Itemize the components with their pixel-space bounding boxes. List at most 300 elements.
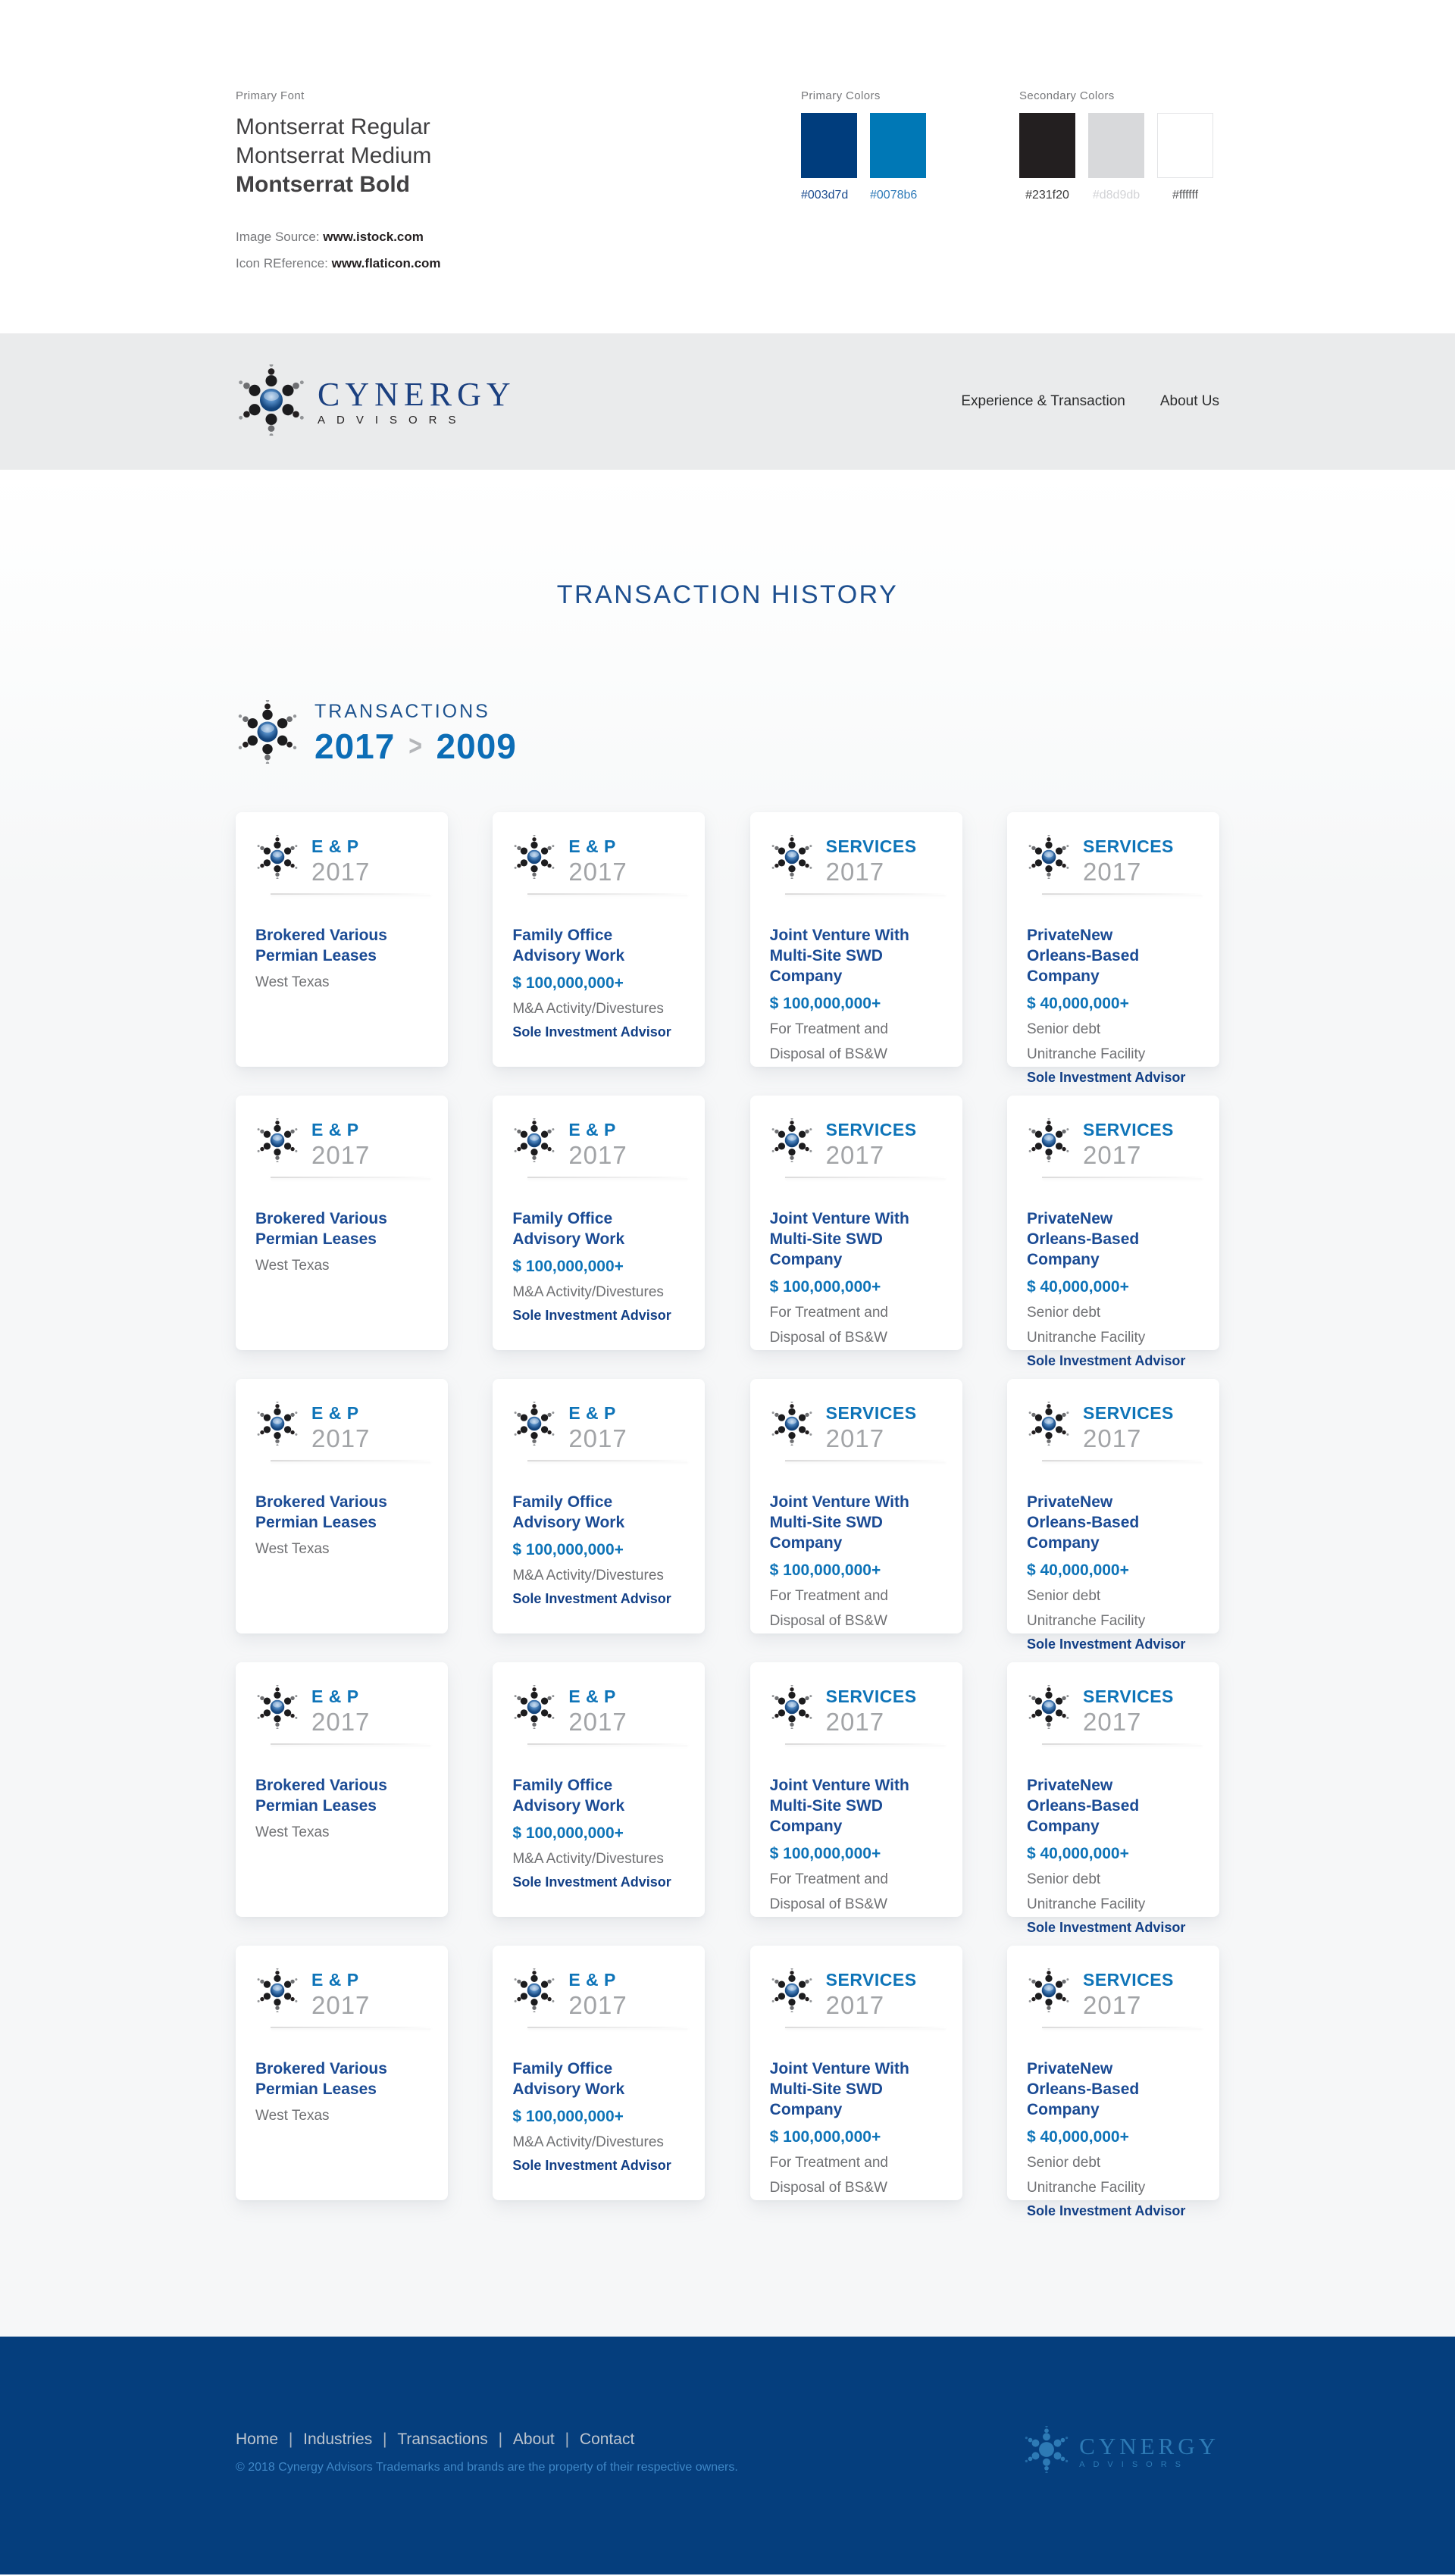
cynergy-starburst-icon	[512, 835, 556, 883]
secondary-colors-palette	[1019, 89, 1213, 202]
starburst-icon-graphic	[770, 1968, 814, 2012]
card-detail: Senior debt	[1026, 1021, 1101, 1037]
card-title-line: Advisory Work	[512, 1514, 625, 1531]
card-category: SERVICES	[825, 836, 917, 856]
card-title-line: Joint Venture With	[769, 1777, 909, 1794]
transaction-card	[493, 1379, 705, 1633]
site-header	[0, 333, 1455, 470]
starburst-icon-graphic	[512, 1968, 556, 2012]
card-advisor: Sole Investment Advisor	[1026, 1353, 1186, 1368]
card-amount: $ 100,000,000+	[769, 2128, 881, 2146]
transaction-card	[750, 1946, 962, 2200]
starburst-icon-graphic	[512, 1402, 556, 1446]
card-divider	[785, 1460, 946, 1462]
footer-link-home[interactable]: Home	[236, 2431, 279, 2448]
card-detail: West Texas	[255, 974, 330, 990]
starburst-icon-graphic	[770, 1118, 814, 1162]
card-title-line: Orleans-Based Company	[1026, 947, 1140, 985]
card-title-line: PrivateNew	[1026, 2060, 1113, 2077]
cynergy-starburst-icon	[512, 1402, 556, 1449]
card-title	[255, 2059, 431, 2099]
card-amount: $ 40,000,000+	[1026, 995, 1129, 1012]
card-category: E & P	[568, 1687, 616, 1706]
card-title-line: Orleans-Based Company	[1026, 2080, 1140, 2118]
card-title-line: Multi-Site SWD Company	[769, 1230, 883, 1268]
card-detail: Disposal of BS&W	[769, 1046, 887, 1062]
card-advisor: Sole Investment Advisor	[1026, 2203, 1186, 2218]
primary-colors-palette	[801, 89, 926, 202]
card-detail: Unitranche Facility	[1026, 1046, 1146, 1062]
card-title-line: Multi-Site SWD Company	[769, 1514, 883, 1552]
color-swatch-hex: #d8d9db	[1092, 189, 1141, 202]
image-source-line	[236, 230, 660, 245]
card-title-line: Orleans-Based Company	[1026, 1230, 1140, 1268]
chevron-right-icon: >	[408, 730, 423, 762]
card-category: E & P	[311, 1120, 359, 1140]
icon-reference-label: Icon REference:	[236, 256, 328, 270]
starburst-icon-graphic	[770, 835, 814, 879]
cynergy-starburst-icon	[1027, 1968, 1071, 2016]
brand-name: CYNERGY	[1079, 2432, 1219, 2459]
cynergy-starburst-icon	[1027, 1685, 1071, 1733]
footer-link-contact[interactable]: Contact	[579, 2431, 635, 2448]
card-header	[512, 1968, 688, 2018]
card-detail: For Treatment and	[769, 1305, 888, 1321]
card-category: SERVICES	[825, 1403, 917, 1423]
footer-logo[interactable]	[1023, 2426, 1219, 2477]
color-swatch-hex: #0078b6	[870, 189, 918, 202]
card-header-text	[826, 1685, 917, 1735]
cynergy-starburst-icon	[512, 1685, 556, 1733]
card-title-line: Brokered Various	[255, 1777, 387, 1794]
card-header	[770, 1685, 946, 1735]
card-detail: Senior debt	[1026, 2155, 1101, 2171]
starburst-icon-graphic	[1027, 1968, 1071, 2012]
transaction-card	[493, 812, 705, 1067]
cynergy-starburst-icon	[1027, 1118, 1071, 1166]
card-title	[255, 1775, 431, 1816]
starburst-icon-graphic	[1027, 1402, 1071, 1446]
card-year: 2017	[1082, 858, 1142, 886]
cynergy-starburst-icon	[770, 1685, 814, 1733]
card-year: 2017	[568, 1708, 627, 1736]
secondary-colors-label: Secondary Colors	[1019, 89, 1115, 102]
card-category: E & P	[311, 1970, 359, 1990]
card-header-text	[826, 835, 917, 885]
card-header	[255, 1685, 431, 1735]
transaction-card	[1007, 812, 1219, 1085]
card-category: SERVICES	[825, 1687, 917, 1706]
card-header-text	[1083, 1118, 1174, 1168]
card-title-line: Permian Leases	[255, 2080, 377, 2098]
transaction-card	[493, 1096, 705, 1350]
color-swatch	[870, 113, 926, 178]
card-detail: M&A Activity/Divestures	[512, 2134, 664, 2150]
card-title	[255, 1208, 431, 1249]
card-divider	[527, 1743, 688, 1745]
starburst-icon-graphic	[255, 835, 299, 879]
starburst-icon-graphic	[236, 700, 299, 764]
cynergy-starburst-icon	[255, 1685, 299, 1733]
card-category: SERVICES	[825, 1120, 917, 1140]
starburst-icon-graphic	[1023, 2426, 1070, 2473]
cynergy-starburst-icon	[255, 1402, 299, 1449]
card-header	[1027, 1402, 1203, 1452]
card-title-line: Joint Venture With	[769, 1493, 909, 1511]
card-amount: $ 100,000,000+	[769, 995, 881, 1012]
card-title	[512, 2059, 688, 2099]
card-title-line: Permian Leases	[255, 947, 377, 964]
card-title-line: Advisory Work	[512, 2080, 625, 2098]
card-year: 2017	[568, 858, 627, 886]
card-detail: Unitranche Facility	[1026, 2180, 1146, 2196]
card-title	[770, 2059, 946, 2120]
transaction-card	[236, 1662, 448, 1917]
card-detail: West Texas	[255, 1258, 330, 1274]
card-title-line: Family Office	[512, 1777, 613, 1794]
styleguide-section	[0, 0, 1455, 333]
cynergy-starburst-icon	[770, 1118, 814, 1166]
card-detail: Unitranche Facility	[1026, 1330, 1146, 1346]
card-amount: $ 40,000,000+	[1026, 1845, 1129, 1862]
card-detail: West Texas	[255, 1541, 330, 1557]
transaction-card	[1007, 1379, 1219, 1652]
footer-link-separator: |	[560, 2431, 574, 2448]
card-title	[770, 925, 946, 986]
card-divider	[527, 1460, 688, 1462]
font-sample-regular: Montserrat Regular	[236, 114, 430, 139]
starburst-icon-graphic	[1027, 835, 1071, 879]
card-amount: $ 40,000,000+	[1026, 2128, 1129, 2146]
brand-subname: ADVISORS	[318, 413, 468, 427]
card-title-line: Brokered Various	[255, 1493, 387, 1511]
transaction-card	[750, 1662, 962, 1917]
card-title-line: Multi-Site SWD Company	[769, 2080, 883, 2118]
cynergy-starburst-icon	[512, 1118, 556, 1166]
card-category: SERVICES	[1082, 1120, 1174, 1140]
card-header	[1027, 1968, 1203, 2018]
icon-reference-line	[236, 256, 660, 271]
card-year: 2017	[311, 1991, 371, 2019]
card-year: 2017	[311, 1141, 371, 1169]
card-advisor: Sole Investment Advisor	[512, 1308, 671, 1323]
card-header	[1027, 835, 1203, 885]
cynergy-starburst-icon	[770, 1402, 814, 1449]
card-header	[512, 1685, 688, 1735]
transaction-card	[236, 1096, 448, 1350]
footer-text-block	[236, 2431, 738, 2474]
card-title-line: Brokered Various	[255, 927, 387, 944]
starburst-icon-graphic	[512, 835, 556, 879]
card-title-line: PrivateNew	[1026, 1493, 1113, 1511]
card-title	[1027, 925, 1203, 986]
card-detail: Disposal of BS&W	[769, 1896, 887, 1912]
card-amount: $ 100,000,000+	[512, 1824, 624, 1842]
card-title-line: Brokered Various	[255, 2060, 387, 2077]
card-year: 2017	[568, 1141, 627, 1169]
card-title	[1027, 2059, 1203, 2120]
card-category: E & P	[568, 836, 616, 856]
card-header-text	[311, 1402, 370, 1452]
cynergy-starburst-icon	[236, 700, 299, 767]
card-category: E & P	[311, 1403, 359, 1423]
card-detail: Senior debt	[1026, 1871, 1101, 1887]
card-year: 2017	[1082, 1708, 1142, 1736]
cynergy-starburst-icon	[1027, 1402, 1071, 1449]
color-swatch-cell	[1157, 113, 1213, 202]
starburst-icon-graphic	[255, 1118, 299, 1162]
card-advisor: Sole Investment Advisor	[512, 1024, 671, 1039]
card-divider	[785, 893, 946, 895]
card-title	[1027, 1775, 1203, 1837]
card-category: E & P	[568, 1120, 616, 1140]
card-header-text	[1083, 1402, 1174, 1452]
card-title-line: PrivateNew	[1026, 1210, 1113, 1227]
transaction-card	[750, 1379, 962, 1633]
color-swatch	[1019, 113, 1075, 178]
card-header	[770, 1402, 946, 1452]
font-block	[236, 89, 660, 271]
card-category: SERVICES	[825, 1970, 917, 1990]
card-divider	[785, 1743, 946, 1745]
primary-colors-label: Primary Colors	[801, 89, 881, 102]
card-advisor: Sole Investment Advisor	[512, 2158, 671, 2173]
main-section	[0, 470, 1455, 2337]
card-header-text	[568, 1685, 627, 1735]
card-detail: Unitranche Facility	[1026, 1613, 1146, 1629]
starburst-icon-graphic	[512, 1685, 556, 1729]
card-detail: M&A Activity/Divestures	[512, 1851, 664, 1867]
transaction-card	[1007, 1662, 1219, 1935]
transactions-heading	[236, 700, 1219, 767]
starburst-icon-graphic	[236, 364, 307, 436]
card-divider	[271, 1743, 431, 1745]
site-footer	[0, 2337, 1455, 2574]
card-year: 2017	[568, 1991, 627, 2019]
color-swatch-cell	[1019, 113, 1075, 202]
card-year: 2017	[825, 1424, 885, 1452]
card-title-line: Joint Venture With	[769, 2060, 909, 2077]
card-header-text	[311, 835, 370, 885]
card-amount: $ 100,000,000+	[769, 1845, 881, 1862]
color-swatch-cell	[870, 113, 926, 202]
card-detail: M&A Activity/Divestures	[512, 1001, 664, 1017]
footer-link-separator: |	[284, 2431, 298, 2448]
card-detail: West Texas	[255, 2108, 330, 2124]
card-detail: West Texas	[255, 1824, 330, 1840]
card-title	[1027, 1208, 1203, 1270]
starburst-icon-graphic	[770, 1402, 814, 1446]
card-divider	[785, 2027, 946, 2028]
card-advisor: Sole Investment Advisor	[512, 1591, 671, 1606]
card-header-text	[1083, 835, 1174, 885]
transaction-card	[750, 812, 962, 1067]
card-divider	[1042, 893, 1203, 895]
card-divider	[271, 2027, 431, 2028]
footer-link-about[interactable]: About	[512, 2431, 555, 2448]
card-title	[255, 1492, 431, 1533]
card-title	[770, 1775, 946, 1837]
card-title-line: Joint Venture With	[769, 1210, 909, 1227]
year-to: 2009	[436, 727, 517, 766]
card-title-line: Family Office	[512, 927, 613, 944]
card-category: E & P	[568, 1970, 616, 1990]
card-header-text	[826, 1118, 917, 1168]
card-title	[512, 1492, 688, 1533]
card-title	[512, 1208, 688, 1249]
transaction-card	[493, 1946, 705, 2200]
card-header-text	[1083, 1968, 1174, 2018]
card-title-line: PrivateNew	[1026, 1777, 1113, 1794]
card-year: 2017	[825, 1991, 885, 2019]
card-divider	[527, 893, 688, 895]
card-detail: Senior debt	[1026, 1305, 1101, 1321]
font-sample-bold: Montserrat Bold	[236, 172, 411, 197]
card-detail: Disposal of BS&W	[769, 2180, 887, 2196]
card-divider	[527, 2027, 688, 2028]
card-divider	[527, 1177, 688, 1178]
card-detail: M&A Activity/Divestures	[512, 1568, 664, 1583]
card-category: E & P	[311, 836, 359, 856]
card-title-line: Advisory Work	[512, 1797, 625, 1815]
image-source-label: Image Source:	[236, 230, 320, 244]
starburst-icon-graphic	[1027, 1685, 1071, 1729]
footer-links	[236, 2431, 738, 2449]
card-category: SERVICES	[1082, 1970, 1174, 1990]
card-title-line: Advisory Work	[512, 1230, 625, 1248]
transactions-label: TRANSACTIONS	[314, 701, 490, 722]
card-category: SERVICES	[1082, 1403, 1174, 1423]
card-header-text	[568, 1118, 627, 1168]
color-swatch-cell	[801, 113, 857, 202]
cynergy-starburst-icon	[770, 1968, 814, 2016]
card-detail: Disposal of BS&W	[769, 1330, 887, 1346]
color-swatch-hex: #231f20	[1025, 189, 1069, 202]
transaction-card	[1007, 1946, 1219, 2218]
starburst-icon-graphic	[255, 1402, 299, 1446]
card-detail: For Treatment and	[769, 1021, 888, 1037]
brand-subname: ADVISORS	[1079, 2459, 1190, 2469]
card-detail: Unitranche Facility	[1026, 1896, 1146, 1912]
nav-item-experience-transaction[interactable]: Experience & Transaction	[961, 393, 1125, 409]
card-title-line: Advisory Work	[512, 947, 625, 964]
card-title-line: Multi-Site SWD Company	[769, 947, 883, 985]
cynergy-starburst-icon	[512, 1968, 556, 2016]
footer-link-separator: |	[493, 2431, 507, 2448]
card-amount: $ 100,000,000+	[512, 1541, 624, 1558]
card-header-text	[568, 1968, 627, 2018]
transaction-card	[236, 812, 448, 1067]
card-title	[770, 1208, 946, 1270]
card-header	[1027, 1685, 1203, 1735]
card-amount: $ 100,000,000+	[769, 1562, 881, 1579]
card-advisor: Sole Investment Advisor	[1026, 1637, 1186, 1652]
footer-link-separator: |	[378, 2431, 392, 2448]
card-detail: Senior debt	[1026, 1588, 1101, 1604]
transactions-grid	[236, 812, 1219, 2218]
card-header	[1027, 1118, 1203, 1168]
color-swatch	[1157, 113, 1213, 178]
brand-name: CYNERGY	[318, 375, 516, 413]
card-title-line: Family Office	[512, 2060, 613, 2077]
card-year: 2017	[568, 1424, 627, 1452]
card-amount: $ 40,000,000+	[1026, 1562, 1129, 1579]
card-header	[770, 1968, 946, 2018]
card-category: SERVICES	[1082, 1687, 1174, 1706]
footer-link-industries[interactable]: Industries	[303, 2431, 373, 2448]
card-header	[255, 1402, 431, 1452]
card-year: 2017	[311, 1424, 371, 1452]
starburst-icon-graphic	[255, 1968, 299, 2012]
card-header-text	[311, 1685, 370, 1735]
card-divider	[271, 893, 431, 895]
card-title-line: Brokered Various	[255, 1210, 387, 1227]
header-logo[interactable]	[236, 364, 516, 439]
card-year: 2017	[825, 1708, 885, 1736]
nav-item-about-us[interactable]: About Us	[1159, 393, 1219, 409]
starburst-icon-graphic	[512, 1118, 556, 1162]
card-detail: For Treatment and	[769, 1871, 888, 1887]
transaction-card	[750, 1096, 962, 1350]
card-title-line: Orleans-Based Company	[1026, 1797, 1140, 1835]
card-advisor: Sole Investment Advisor	[1026, 1920, 1186, 1935]
card-divider	[1042, 2027, 1203, 2028]
cynergy-starburst-icon	[255, 1968, 299, 2016]
card-amount: $ 100,000,000+	[769, 1278, 881, 1296]
card-title	[770, 1492, 946, 1553]
card-header-text	[311, 1968, 370, 2018]
card-amount: $ 100,000,000+	[512, 2108, 624, 2125]
card-amount: $ 100,000,000+	[512, 974, 624, 992]
card-header-text	[826, 1968, 917, 2018]
brand-wordmark	[1079, 2434, 1219, 2469]
card-header	[512, 1118, 688, 1168]
color-swatch	[1088, 113, 1144, 178]
card-title-line: Permian Leases	[255, 1514, 377, 1531]
card-title-line: Multi-Site SWD Company	[769, 1797, 883, 1835]
card-category: E & P	[568, 1403, 616, 1423]
card-detail: For Treatment and	[769, 1588, 888, 1604]
cynergy-starburst-icon	[1023, 2426, 1070, 2477]
card-divider	[1042, 1177, 1203, 1178]
card-amount: $ 100,000,000+	[512, 1258, 624, 1275]
card-divider	[1042, 1460, 1203, 1462]
card-year: 2017	[1082, 1141, 1142, 1169]
card-divider	[1042, 1743, 1203, 1745]
card-title	[512, 1775, 688, 1816]
card-year: 2017	[1082, 1424, 1142, 1452]
color-swatch-cell	[1088, 113, 1144, 202]
card-detail: M&A Activity/Divestures	[512, 1284, 664, 1300]
transactions-heading-text	[314, 701, 517, 767]
color-swatch-hex: #ffffff	[1172, 189, 1199, 202]
card-header	[770, 1118, 946, 1168]
card-title-line: Permian Leases	[255, 1230, 377, 1248]
card-title	[512, 925, 688, 966]
card-year: 2017	[825, 1141, 885, 1169]
footer-link-transactions[interactable]: Transactions	[397, 2431, 488, 2448]
card-category: E & P	[311, 1687, 359, 1706]
card-title-line: Joint Venture With	[769, 927, 909, 944]
card-header-text	[568, 835, 627, 885]
transaction-card	[236, 1946, 448, 2200]
card-header-text	[311, 1118, 370, 1168]
transaction-card	[236, 1379, 448, 1633]
card-year: 2017	[311, 858, 371, 886]
card-year: 2017	[825, 858, 885, 886]
card-header	[255, 1968, 431, 2018]
color-swatch	[801, 113, 857, 178]
